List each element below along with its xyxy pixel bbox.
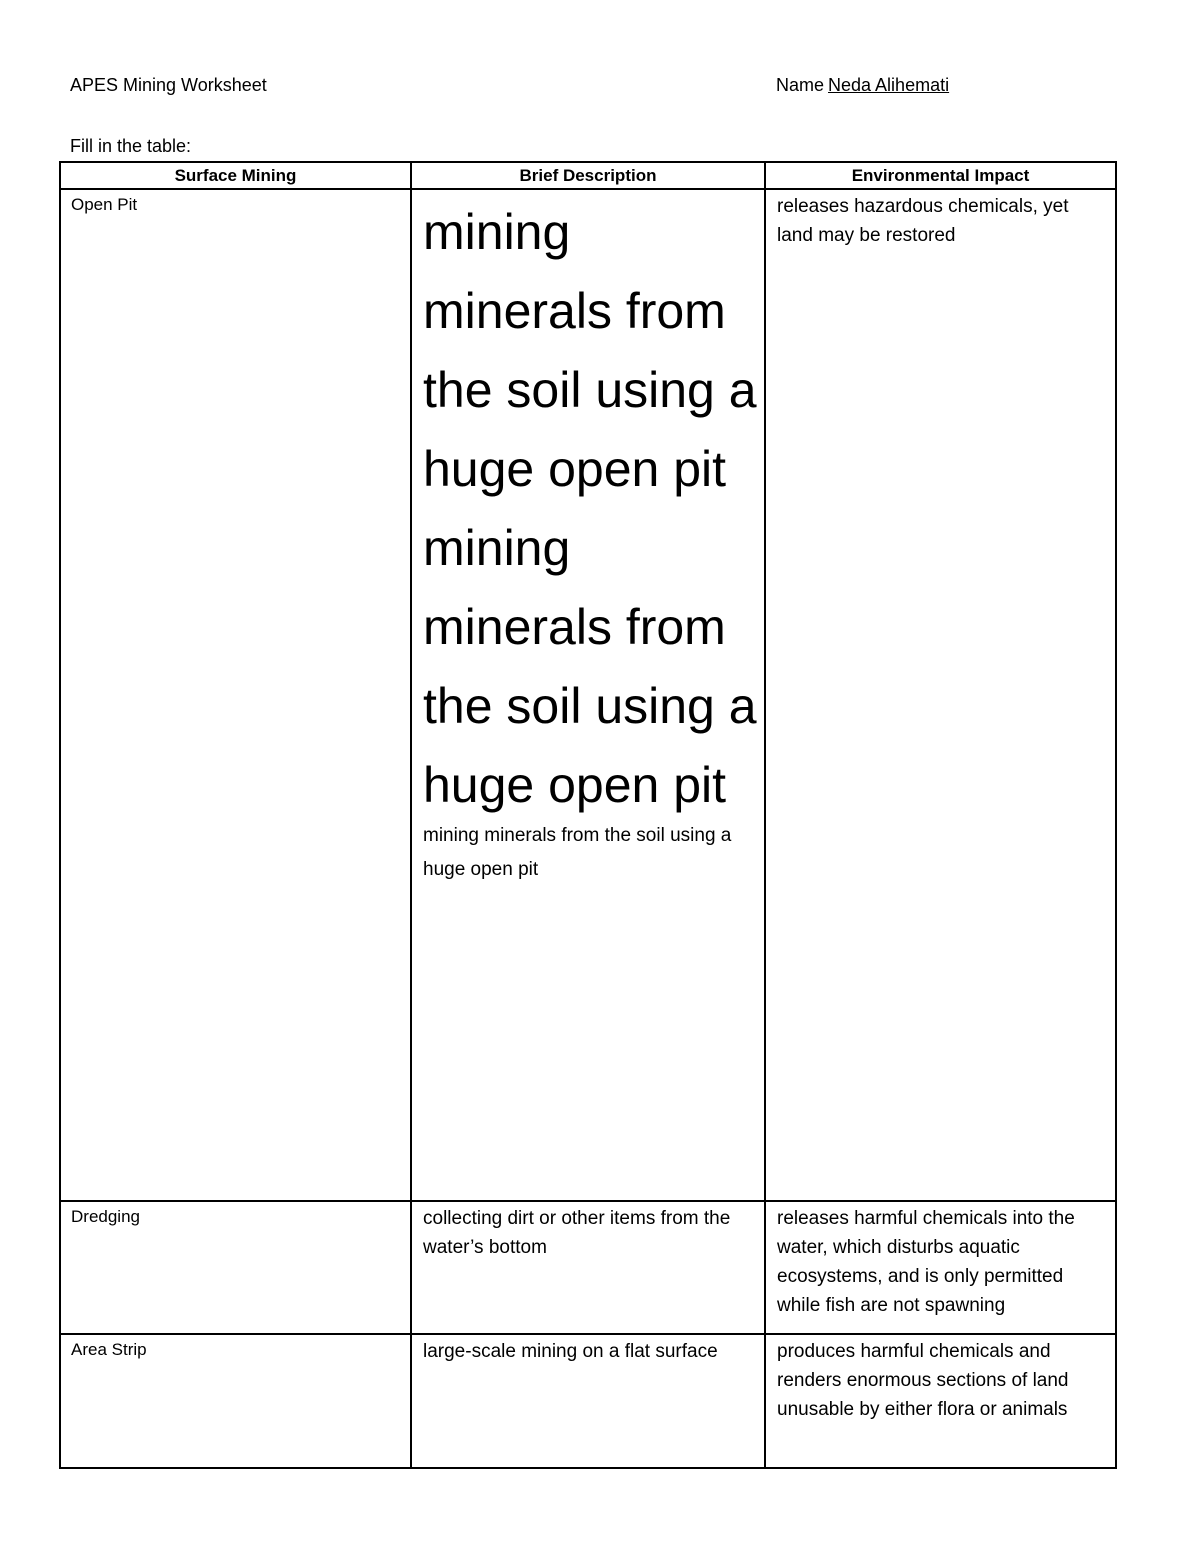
instructions-text: Fill in the table: (70, 136, 192, 156)
mining-type-label: Open Pit (71, 195, 138, 214)
column-header-environmental-impact: Environmental Impact (765, 162, 1116, 189)
worksheet-title: APES Mining Worksheet (70, 75, 267, 95)
description-large-text: mining minerals from the soil using a huge open pit (423, 204, 757, 497)
description-text: large-scale mining on a flat surface (423, 1341, 718, 1362)
column-header-surface-mining: Surface Mining (60, 162, 411, 189)
name-label: Name (776, 75, 825, 95)
table-row-open-pit (60, 189, 1116, 1201)
description-small-text: mining minerals from the soil using a huge open pit (423, 825, 732, 880)
table-row-dredging (60, 1201, 1116, 1334)
description-cell (411, 1334, 765, 1468)
mining-table (59, 161, 1117, 1469)
mining-type-cell (60, 1201, 411, 1334)
description-cell (411, 189, 765, 1201)
description-text: collecting dirt or other items from the water’s bottom (423, 1208, 731, 1258)
description-cell (411, 1201, 765, 1334)
impact-cell (765, 1334, 1116, 1468)
column-header-brief-description: Brief Description (411, 162, 765, 189)
description-large-text-repeat: mining minerals from the soil using a huge open pit (423, 520, 757, 813)
student-name-line (776, 74, 949, 96)
impact-cell (765, 1201, 1116, 1334)
mining-type-label: Dredging (71, 1207, 140, 1226)
impact-cell (765, 189, 1116, 1201)
mining-type-cell (60, 1334, 411, 1468)
mining-type-cell (60, 189, 411, 1201)
name-value: Neda Alihemati (828, 75, 950, 95)
impact-text: releases harmful chemicals into the water, which disturbs aquatic ecosystems, and is only permitted while fish are not spawning (777, 1208, 1075, 1316)
impact-text: releases hazardous chemicals, yet land may be restored (777, 196, 1069, 246)
table-header-row (60, 162, 1116, 189)
table-row-area-strip (60, 1334, 1116, 1468)
impact-text: produces harmful chemicals and renders enormous sections of land unusable by either flora or animals (777, 1341, 1069, 1420)
mining-type-label: Area Strip (71, 1340, 147, 1359)
